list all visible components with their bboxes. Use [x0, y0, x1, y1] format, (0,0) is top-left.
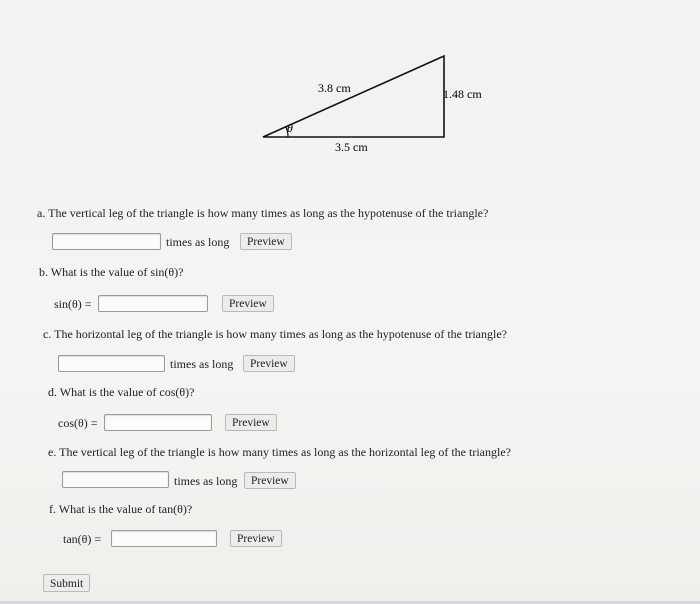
question-c-text: c. The horizontal leg of the triangle is how many times as long as the hypotenuse of the triangle?	[43, 327, 507, 341]
question-f-input[interactable]	[111, 530, 217, 547]
question-d-math-label: cos(θ) =	[58, 416, 98, 430]
question-c-suffix: times as long	[170, 357, 234, 371]
question-d-preview-button[interactable]: Preview	[225, 414, 277, 431]
question-c-input[interactable]	[58, 355, 165, 372]
question-e-preview-button[interactable]: Preview	[244, 472, 296, 489]
question-a-preview-button[interactable]: Preview	[240, 233, 292, 250]
question-a-text: a. The vertical leg of the triangle is how many times as long as the hypotenuse of the triangle?	[37, 206, 489, 220]
question-b-input[interactable]	[98, 295, 208, 312]
triangle-diagram	[250, 40, 530, 160]
question-f-preview-button[interactable]: Preview	[230, 530, 282, 547]
hypotenuse-label: 3.8 cm	[318, 81, 351, 95]
question-b-math-label: sin(θ) =	[54, 297, 92, 311]
horizontal-leg-label: 3.5 cm	[335, 140, 368, 154]
question-b-text: b. What is the value of sin(θ)?	[39, 265, 184, 279]
question-d-input[interactable]	[104, 414, 212, 431]
question-f-math-label: tan(θ) =	[63, 532, 102, 546]
angle-theta-label: θ	[287, 121, 293, 135]
question-b-preview-button[interactable]: Preview	[222, 295, 274, 312]
question-e-suffix: times as long	[174, 474, 238, 488]
submit-button[interactable]: Submit	[43, 574, 90, 592]
question-a-suffix: times as long	[166, 235, 230, 249]
question-f-text: f. What is the value of tan(θ)?	[49, 502, 193, 516]
question-a-input[interactable]	[52, 233, 161, 250]
question-d-text: d. What is the value of cos(θ)?	[48, 385, 195, 399]
vertical-leg-label: 1.48 cm	[443, 87, 482, 101]
question-e-text: e. The vertical leg of the triangle is how many times as long as the horizontal leg of the triangle?	[48, 445, 511, 459]
question-e-input[interactable]	[62, 471, 169, 488]
question-c-preview-button[interactable]: Preview	[243, 355, 295, 372]
